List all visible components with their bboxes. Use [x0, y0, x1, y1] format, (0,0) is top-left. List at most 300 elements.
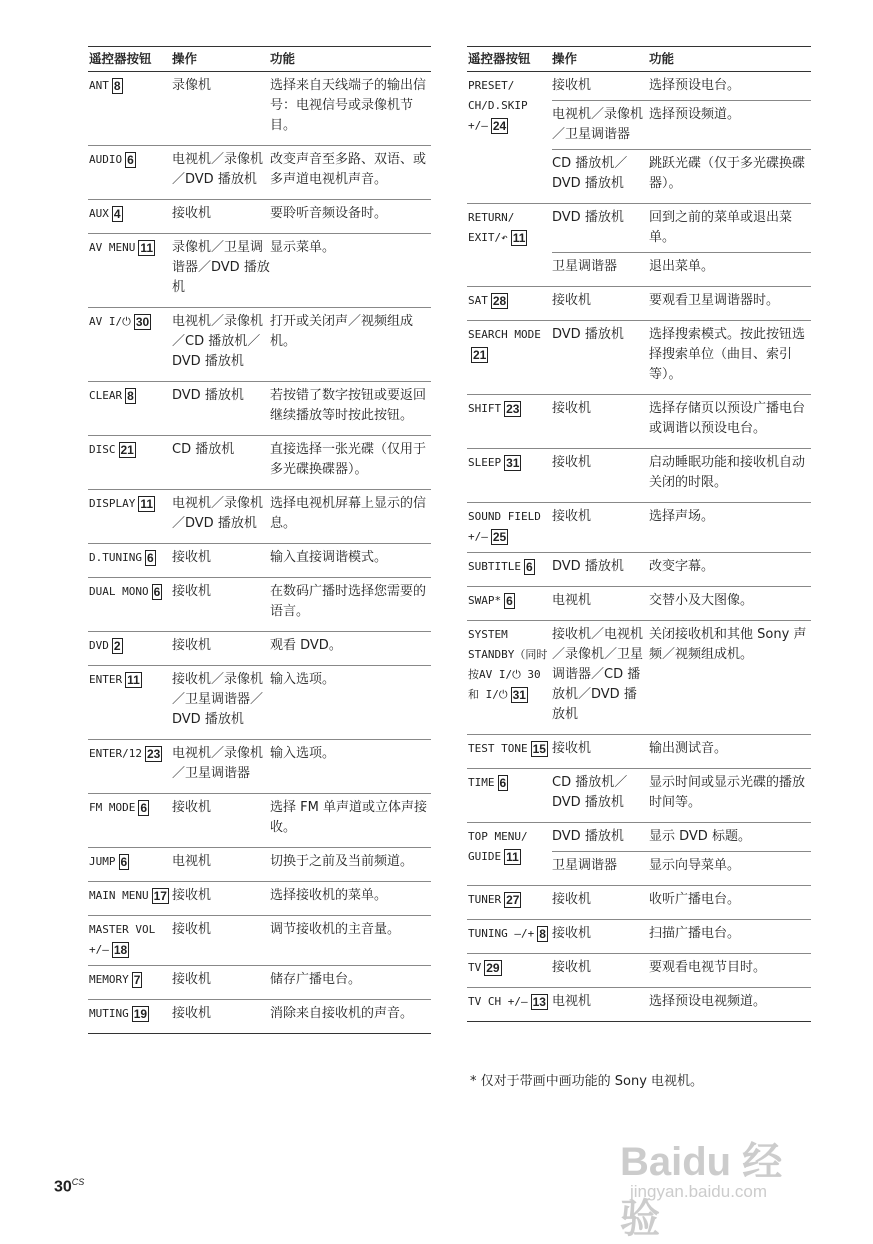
page-number [54, 1177, 84, 1196]
ops-group [552, 453, 811, 497]
key-cell [88, 920, 172, 960]
key-cell [467, 325, 552, 389]
key-name: AUDIO [89, 153, 123, 166]
func-cell: 选择预设频道。 [649, 107, 741, 122]
func-cell: 选择搜索模式。按此按钮选择搜索单位（曲目、索引等）。 [649, 327, 806, 382]
table-row [88, 436, 431, 490]
key-cell [88, 1004, 172, 1028]
func-cell: 退出菜单。 [649, 259, 715, 274]
op-subrow [552, 739, 811, 763]
op-subrow [552, 773, 811, 817]
ops-group [172, 744, 431, 788]
op-subrow [552, 507, 811, 531]
op-cell: 接收机 [552, 960, 592, 975]
key-number-badge: 6 [525, 560, 533, 574]
ops-group [552, 507, 811, 547]
table-row [467, 954, 811, 988]
key-name: MASTER VOL +/– [89, 923, 156, 956]
func-cell: 若按错了数字按钮或要返回继续播放等时按此按钮。 [270, 388, 427, 423]
ops-group [172, 548, 431, 572]
table-row [467, 72, 811, 204]
op-subrow [172, 798, 431, 842]
op-cell: 接收机 [172, 550, 212, 565]
header-func: 功能 [270, 51, 296, 66]
key-cell [88, 76, 172, 140]
table-row [88, 578, 431, 632]
key-number-badge: 6 [140, 801, 148, 815]
ops-group [552, 625, 811, 729]
key-name: ENTER [89, 673, 123, 686]
func-cell: 选择 FM 单声道或立体声接收。 [270, 800, 427, 835]
op-subrow [172, 494, 431, 538]
ops-group [552, 208, 811, 281]
func-cell: 直接选择一张光碟（仅用于多光碟换碟器）。 [270, 442, 427, 477]
page-number-value: 30 [54, 1178, 72, 1196]
key-number-badge: 25 [492, 530, 507, 544]
table-row [88, 916, 431, 966]
key-cell [88, 636, 172, 660]
op-cell: DVD 播放机 [172, 388, 244, 403]
key-number-badge: 15 [532, 742, 546, 756]
key-number-badge: 19 [133, 1007, 148, 1021]
op-cell: 接收机 [552, 401, 592, 416]
op-cell: 录像机／卫星调谐器／DVD 播放机 [172, 240, 270, 295]
header-op: 操作 [172, 51, 198, 66]
ops-group [172, 386, 431, 430]
key-number-badge: 29 [486, 961, 500, 975]
ops-group [552, 399, 811, 443]
key-cell [467, 507, 552, 547]
key-name: TOP MENU/ GUIDE [468, 830, 528, 863]
table-row [88, 740, 431, 794]
key-cell [467, 890, 552, 914]
func-cell: 显示向导菜单。 [649, 858, 741, 873]
table-row [467, 287, 811, 321]
op-subrow [172, 970, 431, 994]
key-name: JUMP [89, 855, 116, 868]
func-cell: 选择电视机屏幕上显示的信息。 [270, 496, 427, 531]
key-number-badge: 8 [127, 389, 134, 403]
op-subrow [172, 312, 431, 376]
table-header [467, 47, 811, 72]
key-number-badge: 28 [492, 294, 507, 308]
op-subrow [552, 453, 811, 497]
table-row [88, 382, 431, 436]
func-cell: 输入选项。 [270, 746, 336, 761]
op-cell: 接收机／录像机／卫星调谐器／DVD 播放机 [172, 672, 264, 727]
key-name: SYSTEM STANDBY（同时按AV I/⏻ 30 和 I/⏻ [468, 628, 548, 701]
key-name: AV MENU [89, 241, 136, 254]
key-cell [467, 773, 552, 817]
op-subrow [172, 852, 431, 876]
table-row [88, 146, 431, 200]
key-name: MAIN MENU [89, 889, 149, 902]
op-subrow [552, 76, 811, 100]
func-cell: 回到之前的菜单或退出菜单。 [649, 210, 793, 245]
op-cell: 接收机 [552, 293, 592, 308]
watermark-logo: Baidu 经验 [620, 1140, 783, 1241]
key-name: SAT [468, 294, 488, 307]
table-row [88, 490, 431, 544]
func-cell: 观看 DVD。 [270, 638, 342, 653]
table-row [467, 769, 811, 823]
table-row [467, 204, 811, 287]
op-cell: 卫星调谐器 [552, 858, 618, 873]
key-cell [467, 827, 552, 880]
table-row [467, 886, 811, 920]
table-row [88, 882, 431, 916]
op-cell: 电视机／录像机／卫星调谐器 [172, 746, 264, 781]
op-subrow [552, 557, 811, 581]
key-cell [88, 238, 172, 302]
ops-group [552, 958, 811, 982]
func-cell: 输出测试音。 [649, 741, 728, 756]
ops-group [552, 924, 811, 948]
key-cell [467, 453, 552, 497]
key-number-badge: 27 [506, 893, 520, 907]
func-cell: 在数码广播时选择您需要的语言。 [270, 584, 427, 619]
func-cell: 要观看卫星调谐器时。 [649, 293, 780, 308]
op-subrow [552, 399, 811, 443]
op-cell: 电视机／录像机／DVD 播放机 [172, 152, 264, 187]
ops-group [172, 238, 431, 302]
op-subrow [552, 100, 811, 149]
key-cell [467, 208, 552, 281]
key-number-badge: 31 [512, 688, 526, 702]
op-cell: 接收机 [552, 741, 592, 756]
op-subrow [172, 1004, 431, 1028]
ops-group [172, 920, 431, 960]
table-row [88, 632, 431, 666]
func-cell: 输入选项。 [270, 672, 336, 687]
key-name: AUX [89, 207, 109, 220]
ops-group [552, 76, 811, 198]
table-row [88, 308, 431, 382]
key-cell [88, 970, 172, 994]
key-cell [467, 992, 552, 1016]
ops-group [552, 890, 811, 914]
key-number-badge: 23 [146, 747, 161, 761]
func-cell: 打开或关闭声／视频组成机。 [270, 314, 414, 349]
op-cell: 电视机 [172, 854, 212, 869]
key-number-badge: 11 [140, 497, 154, 511]
key-cell [88, 548, 172, 572]
func-cell: 选择声场。 [649, 509, 715, 524]
table-row [88, 200, 431, 234]
func-cell: 选择接收机的菜单。 [270, 888, 388, 903]
key-cell [88, 386, 172, 430]
op-cell: 接收机 [172, 888, 212, 903]
op-subrow [172, 76, 431, 140]
key-number-badge: 6 [120, 855, 128, 869]
op-subrow [552, 958, 811, 982]
ops-group [552, 992, 811, 1016]
key-cell [88, 744, 172, 788]
key-cell [88, 150, 172, 194]
op-cell: 录像机 [172, 78, 212, 93]
key-name: DVD [89, 639, 109, 652]
op-cell: 接收机 [172, 800, 212, 815]
ops-group [172, 76, 431, 140]
key-name: TV CH +/– [468, 995, 528, 1008]
func-cell: 启动睡眠功能和接收机自动关闭的时限。 [649, 455, 806, 490]
key-name: FM MODE [89, 801, 136, 814]
key-cell [467, 291, 552, 315]
op-subrow [172, 386, 431, 430]
key-name: TIME [468, 776, 495, 789]
table-row [467, 553, 811, 587]
footnote: * 仅对于带画中画功能的 Sony 电视机。 [470, 1074, 704, 1089]
key-cell [467, 399, 552, 443]
key-name: D.TUNING [89, 551, 142, 564]
op-cell: 电视机／录像机／卫星调谐器 [552, 107, 644, 142]
key-cell [467, 625, 552, 729]
header-op: 操作 [552, 51, 578, 66]
func-cell: 输入直接调谐模式。 [270, 550, 388, 565]
op-subrow [552, 591, 811, 615]
op-subrow [172, 636, 431, 660]
key-number-badge: 23 [506, 402, 520, 416]
header-func: 功能 [649, 51, 675, 66]
key-number-badge: 2 [113, 639, 121, 653]
op-subrow [552, 625, 811, 729]
key-number-badge: 6 [146, 551, 154, 565]
op-subrow [552, 325, 811, 389]
ops-group [172, 494, 431, 538]
func-cell: 调节接收机的主音量。 [270, 922, 401, 937]
op-cell: 接收机 [172, 922, 212, 937]
ops-group [172, 670, 431, 734]
func-cell: 关闭接收机和其他 Sony 声频／视频组成机。 [649, 627, 807, 662]
func-cell: 要聆听音频设备时。 [270, 206, 388, 221]
key-name: SOUND FIELD +/– [468, 510, 541, 543]
table-row [88, 544, 431, 578]
key-name: SEARCH MODE [468, 328, 541, 341]
key-cell [88, 670, 172, 734]
op-subrow [172, 920, 431, 944]
table-row [467, 920, 811, 954]
table-header [88, 47, 431, 72]
key-number-badge: 31 [506, 456, 520, 470]
func-cell: 消除来自接收机的声音。 [270, 1006, 414, 1021]
op-cell: 接收机／电视机／录像机／卫星调谐器／CD 播放机／DVD 播放机 [552, 627, 644, 722]
key-name: MUTING [89, 1007, 129, 1020]
ops-group [172, 204, 431, 228]
op-cell: 接收机 [172, 972, 212, 987]
key-number-badge: 6 [506, 594, 513, 608]
key-name: PRESET/ CH/D.SKIP +/– [468, 79, 528, 132]
key-number-badge: 8 [539, 927, 546, 941]
key-cell [88, 582, 172, 626]
ops-group [172, 886, 431, 910]
key-number-badge: 21 [120, 443, 134, 457]
key-name: CLEAR [89, 389, 123, 402]
op-cell: 接收机 [172, 638, 212, 653]
table-row [88, 1000, 431, 1033]
key-number-badge: 11 [506, 850, 519, 864]
table-row [467, 395, 811, 449]
key-cell [467, 924, 552, 948]
table-row [467, 988, 811, 1021]
table-row [88, 234, 431, 308]
ops-group [172, 312, 431, 376]
ops-group [172, 1004, 431, 1028]
key-name: SHIFT [468, 402, 502, 415]
op-cell: 接收机 [552, 892, 592, 907]
key-cell [88, 204, 172, 228]
op-cell: 电视机／录像机／DVD 播放机 [172, 496, 264, 531]
op-subrow [552, 208, 811, 252]
key-name: ANT [89, 79, 109, 92]
key-number-badge: 21 [473, 348, 487, 362]
op-cell: DVD 播放机 [552, 327, 624, 342]
right-table [467, 46, 811, 1022]
key-cell [467, 557, 552, 581]
ops-group [172, 852, 431, 876]
header-key: 遥控器按钮 [89, 51, 152, 66]
key-number-badge: 17 [153, 889, 167, 903]
ops-group [552, 291, 811, 315]
op-cell: DVD 播放机 [552, 829, 624, 844]
op-cell: 接收机 [552, 509, 592, 524]
table-row [467, 449, 811, 503]
func-cell: 显示菜单。 [270, 240, 336, 255]
watermark [620, 1120, 820, 1241]
func-cell: 显示 DVD 标题。 [649, 829, 751, 844]
table-row [467, 321, 811, 395]
op-cell: 接收机 [552, 926, 592, 941]
key-number-badge: 11 [127, 673, 140, 687]
key-number-badge: 11 [512, 231, 526, 245]
op-cell: 接收机 [172, 206, 212, 221]
key-number-badge: 6 [499, 776, 507, 790]
key-number-badge: 6 [153, 585, 161, 599]
func-cell: 收听广播电台。 [649, 892, 741, 907]
key-number-badge: 13 [532, 995, 546, 1009]
op-subrow [172, 204, 431, 228]
table-row [467, 503, 811, 553]
func-cell: 选择存储页以预设广播电台或调谐以预设电台。 [649, 401, 806, 436]
key-cell [467, 591, 552, 615]
key-number-badge: 24 [492, 119, 507, 133]
key-cell [467, 958, 552, 982]
op-subrow [172, 582, 431, 626]
key-cell [88, 440, 172, 484]
key-name: ENTER/12 [89, 747, 142, 760]
key-number-badge: 6 [127, 153, 134, 167]
key-name: TV [468, 961, 482, 974]
ops-group [172, 150, 431, 194]
key-name: TUNING –/+ [468, 927, 535, 940]
key-cell [88, 798, 172, 842]
op-cell: DVD 播放机 [552, 210, 624, 225]
header-key: 遥控器按钮 [468, 51, 531, 66]
table-row [88, 848, 431, 882]
op-subrow [552, 149, 811, 198]
ops-group [552, 827, 811, 880]
op-subrow [552, 291, 811, 315]
op-cell: CD 播放机 [172, 442, 235, 457]
watermark-url: jingyan.baidu.com [630, 1182, 768, 1201]
func-cell: 选择预设电台。 [649, 78, 741, 93]
left-table [88, 46, 431, 1034]
op-subrow [552, 890, 811, 914]
op-subrow [172, 670, 431, 734]
page-suffix: CS [71, 1177, 85, 1187]
table-row [88, 794, 431, 848]
key-cell [467, 76, 552, 198]
op-cell: 接收机 [552, 78, 592, 93]
key-number-badge: 30 [135, 315, 150, 329]
op-cell: 接收机 [552, 455, 592, 470]
ops-group [172, 798, 431, 842]
key-name: SLEEP [468, 456, 502, 469]
key-name: RETURN/ EXIT/↶ [468, 211, 515, 244]
table-row [467, 735, 811, 769]
key-number-badge: 11 [140, 241, 154, 255]
key-cell [88, 852, 172, 876]
key-cell [467, 739, 552, 763]
ops-group [552, 773, 811, 817]
key-number-badge: 18 [113, 943, 128, 957]
key-name: DISPLAY [89, 497, 136, 510]
op-cell: 电视机／录像机／CD 播放机／DVD 播放机 [172, 314, 264, 369]
key-name: TEST TONE [468, 742, 528, 755]
key-name: MEMORY [89, 973, 129, 986]
key-name: DUAL MONO [89, 585, 149, 598]
op-subrow [172, 886, 431, 910]
ops-group [552, 325, 811, 389]
op-subrow [172, 440, 431, 484]
ops-group [172, 440, 431, 484]
func-cell: 改变声音至多路、双语、或多声道电视机声音。 [270, 152, 427, 187]
op-subrow [172, 548, 431, 572]
op-cell: CD 播放机／DVD 播放机 [552, 156, 628, 191]
op-cell: CD 播放机／DVD 播放机 [552, 775, 628, 810]
table-row [467, 587, 811, 621]
op-subrow [172, 744, 431, 788]
key-cell [88, 494, 172, 538]
ops-group [552, 739, 811, 763]
op-cell: 电视机 [552, 994, 592, 1009]
ops-group [552, 557, 811, 581]
op-subrow [552, 992, 811, 1016]
ops-group [172, 970, 431, 994]
key-name: SWAP* [468, 594, 502, 607]
key-name: TUNER [468, 893, 502, 906]
func-cell: 改变字幕。 [649, 559, 715, 574]
func-cell: 交替小及大图像。 [649, 593, 754, 608]
func-cell: 跳跃光碟（仅于多光碟换碟器）。 [649, 156, 806, 191]
table-row [467, 621, 811, 735]
table-row [467, 823, 811, 886]
op-subrow [552, 827, 811, 851]
key-name: AV I/⏻ [89, 315, 131, 328]
func-cell: 要观看电视节目时。 [649, 960, 767, 975]
key-name: SUBTITLE [468, 560, 521, 573]
table-row [88, 666, 431, 740]
op-cell: 接收机 [172, 1006, 212, 1021]
op-subrow [552, 252, 811, 281]
ops-group [172, 582, 431, 626]
key-name: DISC [89, 443, 116, 456]
table-row [88, 72, 431, 146]
key-number-badge: 8 [113, 79, 121, 93]
table-row [88, 966, 431, 1000]
op-subrow [552, 924, 811, 948]
ops-group [552, 591, 811, 615]
op-subrow [172, 238, 431, 302]
